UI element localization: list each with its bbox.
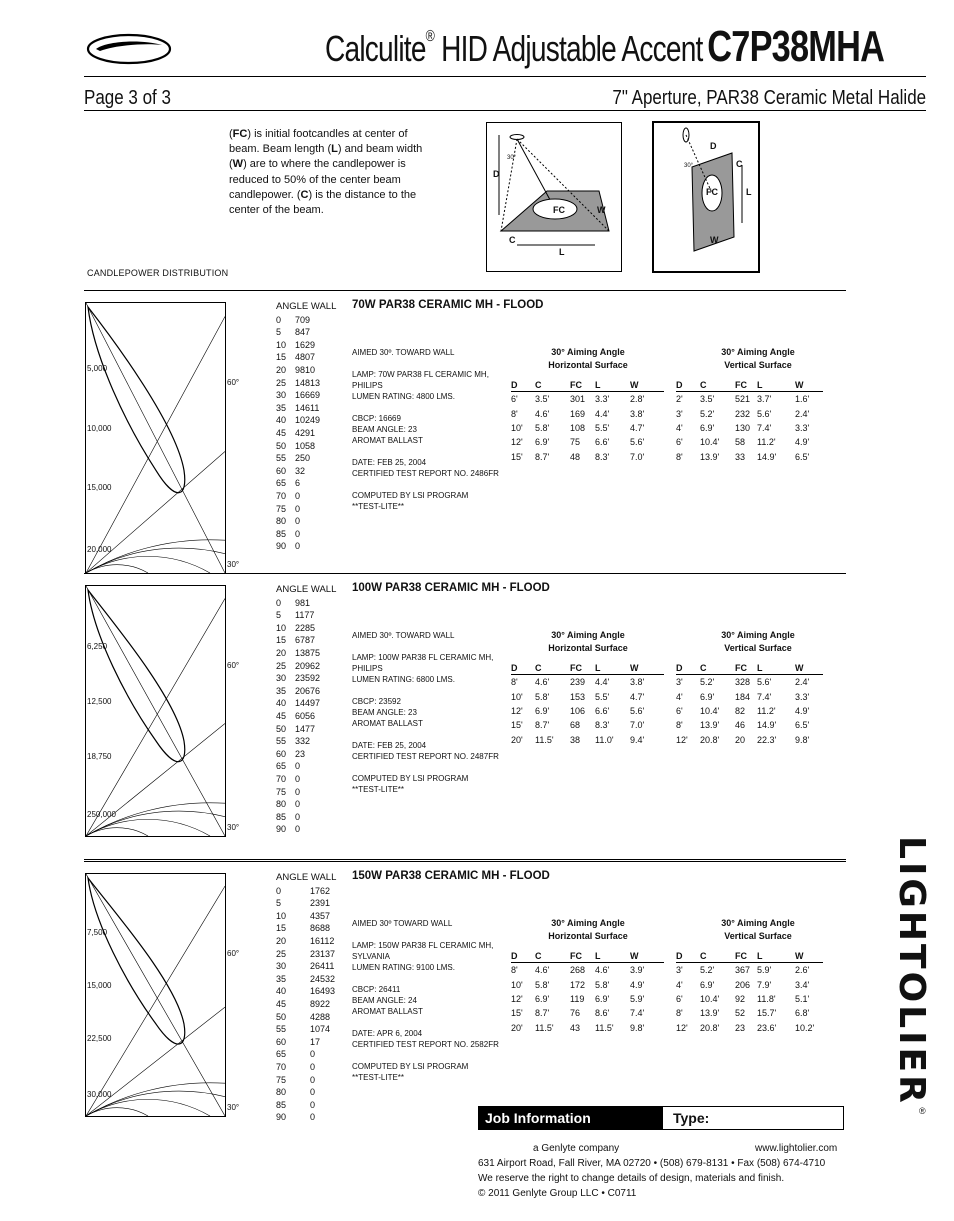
angle-row: 55 332 — [276, 736, 311, 747]
polar-scale-label: 30,000 — [87, 1090, 112, 1100]
job-information-label: Job Information — [479, 1107, 663, 1129]
vertical-surface-table — [676, 662, 823, 747]
angle-row: 5 2391 — [276, 898, 331, 909]
column-header: D — [511, 379, 535, 392]
lamp-info-line — [352, 729, 502, 740]
table-row: 8' 13.9' 52 15.7' 6.8' — [676, 1008, 810, 1019]
lamp-info-line: AROMAT BALLAST — [352, 436, 423, 445]
table-row: 3' 5.2' 232 5.6' 2.4' — [676, 408, 810, 419]
column-header: D — [511, 662, 535, 675]
table-row: 6' 10.4' 58 11.2' 4.9' — [676, 437, 810, 448]
angle-row: 65 6 — [276, 478, 301, 489]
angle-row: 90 0 — [276, 824, 301, 835]
angle-row: 30 23592 — [276, 673, 321, 684]
angle-row: 20 9810 — [276, 364, 316, 375]
lamp-info — [352, 630, 502, 795]
angle-row: 15 8688 — [276, 923, 331, 934]
column-header: L — [595, 662, 630, 675]
section-rule — [84, 290, 846, 291]
angle-row: 25 20962 — [276, 660, 321, 671]
angle-row: 85 0 — [276, 1099, 316, 1110]
table-row: 6' 10.4' 92 11.8' 5.1' — [676, 993, 810, 1004]
polar-scale-label: 18,750 — [87, 752, 112, 761]
column-header: W — [795, 662, 823, 675]
angle-row: 50 1477 — [276, 723, 316, 734]
angle-row: 75 0 — [276, 786, 301, 797]
angle-row: 50 1058 — [276, 440, 316, 451]
column-header: D — [676, 379, 700, 392]
table-row: 10' 5.8' 172 5.8' 4.9' — [511, 979, 645, 990]
polar-scale-label: 250,000 — [87, 809, 116, 819]
angle-row: 55 1074 — [276, 1024, 331, 1035]
candlepower-polar-chart — [85, 585, 226, 837]
column-header: W — [795, 379, 823, 392]
lightolier-logo-mark — [86, 33, 172, 65]
column-header: W — [795, 950, 823, 963]
lamp-info-line: AROMAT BALLAST — [352, 1007, 423, 1016]
lamp-info-line — [352, 641, 502, 652]
angle-row: 85 0 — [276, 811, 301, 822]
candlepower-polar-chart — [85, 873, 226, 1117]
polar-angle-30: 30° — [227, 823, 240, 832]
polar-angle-30: 30° — [227, 1103, 240, 1112]
table-row: 10' 5.8' 153 5.5' 4.7' — [511, 691, 645, 702]
angle-row: 80 0 — [276, 1087, 316, 1098]
lamp-info-line: DATE: FEB 25, 2004 — [352, 458, 427, 467]
column-header: L — [595, 950, 630, 963]
vertical-surface-table — [676, 379, 823, 464]
section-rule — [84, 573, 846, 574]
table-row: 15' 8.7' 76 8.6' 7.4' — [511, 1008, 645, 1019]
vertical-surface-diagram: D 30° C FC L W — [652, 121, 760, 273]
vertical-surface-header: 30° Aiming Angle Vertical Surface — [721, 918, 795, 941]
angle-row: 10 1629 — [276, 339, 316, 350]
angle-row: 65 0 — [276, 761, 301, 772]
lamp-info-line: BEAM ANGLE: 24 — [352, 996, 417, 1005]
address-line: 631 Airport Road, Fall River, MA 02720 • (508) 679-8131 • Fax (508) 674-4710 — [478, 1158, 826, 1169]
column-header: W — [630, 950, 664, 963]
table-row: 10' 5.8' 108 5.5' 4.7' — [511, 422, 645, 433]
angle-row: 50 4288 — [276, 1011, 331, 1022]
angle-wall-header: ANGLE WALL — [276, 584, 337, 595]
angle-row: 60 23 — [276, 748, 306, 759]
horizontal-surface-diagram: D 30° FC W C L — [486, 122, 622, 272]
table-row: 12' 20.8' 20 22.3' 9.8' — [676, 734, 810, 745]
table-row: 8' 4.6' 239 4.4' 3.8' — [511, 677, 645, 688]
table-row: 8' 13.9' 46 14.9' 6.5' — [676, 720, 810, 731]
table-row: 12' 6.9' 75 6.6' 5.6' — [511, 437, 645, 448]
lamp-info-line: COMPUTED BY LSI PROGRAM — [352, 491, 469, 500]
table-row: 12' 6.9' 106 6.6' 5.6' — [511, 705, 645, 716]
angle-row: 55 250 — [276, 453, 311, 464]
column-header: FC — [735, 379, 757, 392]
column-header: C — [535, 662, 570, 675]
lamp-info-line: CERTIFIED TEST REPORT NO. 2582FR — [352, 1040, 499, 1049]
angle-row: 30 26411 — [276, 961, 335, 972]
angle-row: 25 23137 — [276, 948, 336, 959]
angle-row: 0 709 — [276, 314, 311, 325]
angle-row: 15 6787 — [276, 635, 316, 646]
table-row: 20' 11.5' 43 11.5' 9.8' — [511, 1022, 645, 1033]
lamp-info-line: CERTIFIED TEST REPORT NO. 2486FR — [352, 469, 499, 478]
lamp-info-line: LUMEN RATING: 6800 LMS. — [352, 675, 455, 684]
polar-angle-60: 60° — [227, 661, 240, 670]
lamp-info-line — [352, 929, 502, 940]
vertical-surface-header: 30° Aiming Angle Vertical Surface — [721, 630, 795, 653]
table-row: 12' 20.8' 23 23.6' 10.2' — [676, 1022, 815, 1033]
lamp-info-line: CERTIFIED TEST REPORT NO. 2487FR — [352, 752, 499, 761]
lamp-info — [352, 918, 502, 1083]
polar-scale-label: 15,000 — [87, 483, 112, 492]
lamp-info-line: LUMEN RATING: 9100 LMS. — [352, 963, 455, 972]
section-title: 150W PAR38 CERAMIC MH - FLOOD — [352, 870, 550, 882]
horizontal-surface-header: 30° Aiming Angle Horizontal Surface — [548, 918, 628, 941]
section-rule — [84, 859, 846, 860]
horizontal-surface-header: 30° Aiming Angle Horizontal Surface — [548, 630, 628, 653]
table-row: 8' 4.6' 169 4.4' 3.8' — [511, 408, 645, 419]
horizontal-surface-header: 30° Aiming Angle Horizontal Surface — [548, 347, 628, 370]
horizontal-surface-table — [511, 950, 664, 1035]
vertical-surface-header: 30° Aiming Angle Vertical Surface — [721, 347, 795, 370]
angle-row: 90 0 — [276, 541, 301, 552]
angle-row: 40 10249 — [276, 415, 321, 426]
table-row: 3' 5.2' 367 5.9' 2.6' — [676, 965, 810, 976]
column-header: C — [535, 950, 570, 963]
lamp-info-line: BEAM ANGLE: 23 — [352, 425, 417, 434]
polar-scale-label: 15,000 — [87, 981, 112, 991]
column-header: W — [630, 379, 664, 392]
lamp-info-line — [352, 685, 502, 696]
table-row: 6' 10.4' 82 11.2' 4.9' — [676, 705, 810, 716]
column-header: FC — [735, 662, 757, 675]
angle-row: 75 0 — [276, 1074, 316, 1085]
angle-row: 65 0 — [276, 1049, 316, 1060]
lamp-info-line: AIMED 30º. TOWARD WALL — [352, 631, 455, 640]
column-header: L — [757, 950, 795, 963]
copyright-line: © 2011 Genlyte Group LLC • C0711 — [478, 1188, 637, 1199]
angle-row: 35 24532 — [276, 973, 336, 984]
lamp-info-line — [352, 358, 502, 369]
lamp-info-line: SYLVANIA — [352, 952, 390, 961]
type-field-label: Type: — [673, 1110, 710, 1126]
polar-angle-30: 30° — [227, 560, 240, 569]
angle-wall-header: ANGLE WALL — [276, 872, 337, 883]
column-header: C — [700, 950, 735, 963]
lamp-info-line: AIMED 30º. TOWARD WALL — [352, 348, 455, 357]
angle-row: 60 32 — [276, 465, 306, 476]
lamp-info-line: **TEST-LITE** — [352, 785, 405, 794]
table-row: 6' 3.5' 301 3.3' 2.8' — [511, 394, 645, 405]
angle-row: 70 0 — [276, 773, 301, 784]
angle-row: 20 13875 — [276, 647, 321, 658]
lamp-info — [352, 347, 502, 512]
lamp-info-line — [352, 402, 502, 413]
candlepower-distribution-label: CANDLEPOWER DISTRIBUTION — [87, 268, 229, 278]
polar-angle-60: 60° — [227, 378, 240, 387]
angle-row: 30 16669 — [276, 390, 321, 401]
lamp-info-line: LUMEN RATING: 4800 LMS. — [352, 392, 455, 401]
job-information-box — [478, 1106, 844, 1130]
column-header: C — [535, 379, 570, 392]
column-header: D — [676, 950, 700, 963]
column-header: D — [676, 662, 700, 675]
lightolier-brand-logo: LIGHTOLIER ® — [891, 836, 932, 1116]
angle-row: 70 0 — [276, 1061, 316, 1072]
angle-row: 35 14611 — [276, 402, 320, 413]
angle-row: 40 14497 — [276, 698, 321, 709]
lamp-info-line: DATE: APR 6, 2004 — [352, 1029, 423, 1038]
table-row: 20' 11.5' 38 11.0' 9.4' — [511, 734, 645, 745]
angle-row: 25 14813 — [276, 377, 321, 388]
subheader-rule — [84, 110, 926, 111]
polar-scale-label: 5,000 — [87, 364, 108, 374]
angle-row: 45 6056 — [276, 710, 316, 721]
page-number: Page 3 of 3 — [84, 87, 171, 109]
angle-row: 45 4291 — [276, 427, 316, 438]
angle-wall-table — [276, 872, 336, 1124]
angle-row: 35 20676 — [276, 685, 321, 696]
polar-scale-label: 6,250 — [87, 642, 108, 651]
lamp-info-line: **TEST-LITE** — [352, 1073, 405, 1082]
angle-row: 80 0 — [276, 799, 301, 810]
column-header: L — [757, 662, 795, 675]
table-row: 4' 6.9' 130 7.4' 3.3' — [676, 422, 810, 433]
lamp-info-line: CBCP: 16669 — [352, 414, 401, 423]
table-row: 3' 5.2' 328 5.6' 2.4' — [676, 677, 810, 688]
table-row: 8' 4.6' 268 4.6' 3.9' — [511, 965, 645, 976]
horizontal-surface-table — [511, 379, 664, 464]
company-tagline: a Genlyte company — [533, 1143, 620, 1154]
lamp-info-line: LAMP: 100W PAR38 FL CERAMIC MH, — [352, 653, 494, 662]
polar-scale-label: 22,500 — [87, 1034, 112, 1044]
angle-row: 90 0 — [276, 1112, 316, 1123]
angle-row: 0 1762 — [276, 885, 331, 896]
lamp-info-line — [352, 1017, 502, 1028]
footcandle-note: (FC) is initial footcandles at center of beam. Beam length (L) and beam width (W) are to where the candlepower is reduced to 50% of the center beam candlepower. (C) is the distance to the center of the beam. — [229, 128, 423, 217]
polar-scale-label: 20,000 — [87, 545, 112, 555]
angle-wall-table — [276, 301, 336, 553]
column-header: FC — [570, 662, 595, 675]
angle-row: 85 0 — [276, 528, 301, 539]
table-row: 2' 3.5' 521 3.7' 1.6' — [676, 394, 810, 405]
horizontal-surface-table — [511, 662, 664, 747]
lamp-info-line: AROMAT BALLAST — [352, 719, 423, 728]
angle-row: 40 16493 — [276, 986, 336, 997]
angle-row: 5 847 — [276, 327, 311, 338]
lamp-info-line: LAMP: 70W PAR38 FL CERAMIC MH, — [352, 370, 489, 379]
table-row: 12' 6.9' 119 6.9' 5.9' — [511, 993, 645, 1004]
angle-row: 15 4807 — [276, 352, 316, 363]
angle-row: 10 4357 — [276, 910, 331, 921]
angle-row: 0 981 — [276, 597, 311, 608]
column-header: C — [700, 379, 735, 392]
column-header: FC — [735, 950, 757, 963]
candlepower-polar-chart — [85, 302, 226, 574]
lamp-info-line: DATE: FEB 25, 2004 — [352, 741, 427, 750]
column-header: D — [511, 950, 535, 963]
polar-angle-60: 60° — [227, 949, 240, 958]
lamp-info-line: **TEST-LITE** — [352, 502, 405, 511]
lamp-info-line: COMPUTED BY LSI PROGRAM — [352, 1062, 469, 1071]
table-row: 15' 8.7' 68 8.3' 7.0' — [511, 720, 645, 731]
column-header: FC — [570, 950, 595, 963]
model-number: C7P38MHA — [707, 22, 885, 71]
angle-row: 80 0 — [276, 516, 301, 527]
lamp-info-line — [352, 1050, 502, 1061]
lamp-info-line: CBCP: 23592 — [352, 697, 401, 706]
column-header: L — [595, 379, 630, 392]
angle-wall-table — [276, 584, 336, 836]
header-rule — [84, 76, 926, 77]
lamp-info-line — [352, 762, 502, 773]
column-header: FC — [570, 379, 595, 392]
column-header: W — [630, 662, 664, 675]
angle-row: 10 2285 — [276, 622, 316, 633]
lamp-info-line: CBCP: 26411 — [352, 985, 401, 994]
rights-line: We reserve the right to change details of design, materials and finish. — [478, 1173, 785, 1184]
section-title: 100W PAR38 CERAMIC MH - FLOOD — [352, 582, 550, 594]
angle-row: 5 1177 — [276, 610, 315, 621]
column-header: L — [757, 379, 795, 392]
vertical-surface-table — [676, 950, 823, 1035]
lamp-info-line: PHILIPS — [352, 664, 383, 673]
lamp-info-line — [352, 973, 502, 984]
polar-scale-label: 12,500 — [87, 697, 112, 706]
table-row: 8' 13.9' 33 14.9' 6.5' — [676, 451, 810, 462]
lamp-info-line: AIMED 30º TOWARD WALL — [352, 919, 453, 928]
angle-wall-header: ANGLE WALL — [276, 301, 337, 312]
website-link[interactable]: www.lightolier.com — [755, 1143, 838, 1154]
polar-scale-label: 7,500 — [87, 927, 108, 937]
angle-row: 45 8922 — [276, 998, 331, 1009]
table-row: 4' 6.9' 184 7.4' 3.3' — [676, 691, 810, 702]
lamp-info-line: LAMP: 150W PAR38 FL CERAMIC MH, — [352, 941, 494, 950]
table-row: 4' 6.9' 206 7.9' 3.4' — [676, 979, 810, 990]
angle-row: 75 0 — [276, 503, 301, 514]
lamp-info-line: PHILIPS — [352, 381, 383, 390]
lamp-info-line — [352, 479, 502, 490]
lamp-info-line: BEAM ANGLE: 23 — [352, 708, 417, 717]
section-title: 70W PAR38 CERAMIC MH - FLOOD — [352, 299, 544, 311]
page-subtitle: 7" Aperture, PAR38 Ceramic Metal Halide — [612, 87, 926, 109]
section-rule — [84, 861, 846, 862]
angle-row: 60 17 — [276, 1036, 321, 1047]
angle-row: 20 16112 — [276, 935, 335, 946]
column-header: C — [700, 662, 735, 675]
lamp-info-line: COMPUTED BY LSI PROGRAM — [352, 774, 469, 783]
table-row: 15' 8.7' 48 8.3' 7.0' — [511, 451, 645, 462]
angle-row: 70 0 — [276, 490, 301, 501]
polar-scale-label: 10,000 — [87, 423, 112, 433]
page-title: Calculite® HID Adjustable Accent C7P38MHA — [325, 22, 885, 71]
lamp-info-line — [352, 446, 502, 457]
